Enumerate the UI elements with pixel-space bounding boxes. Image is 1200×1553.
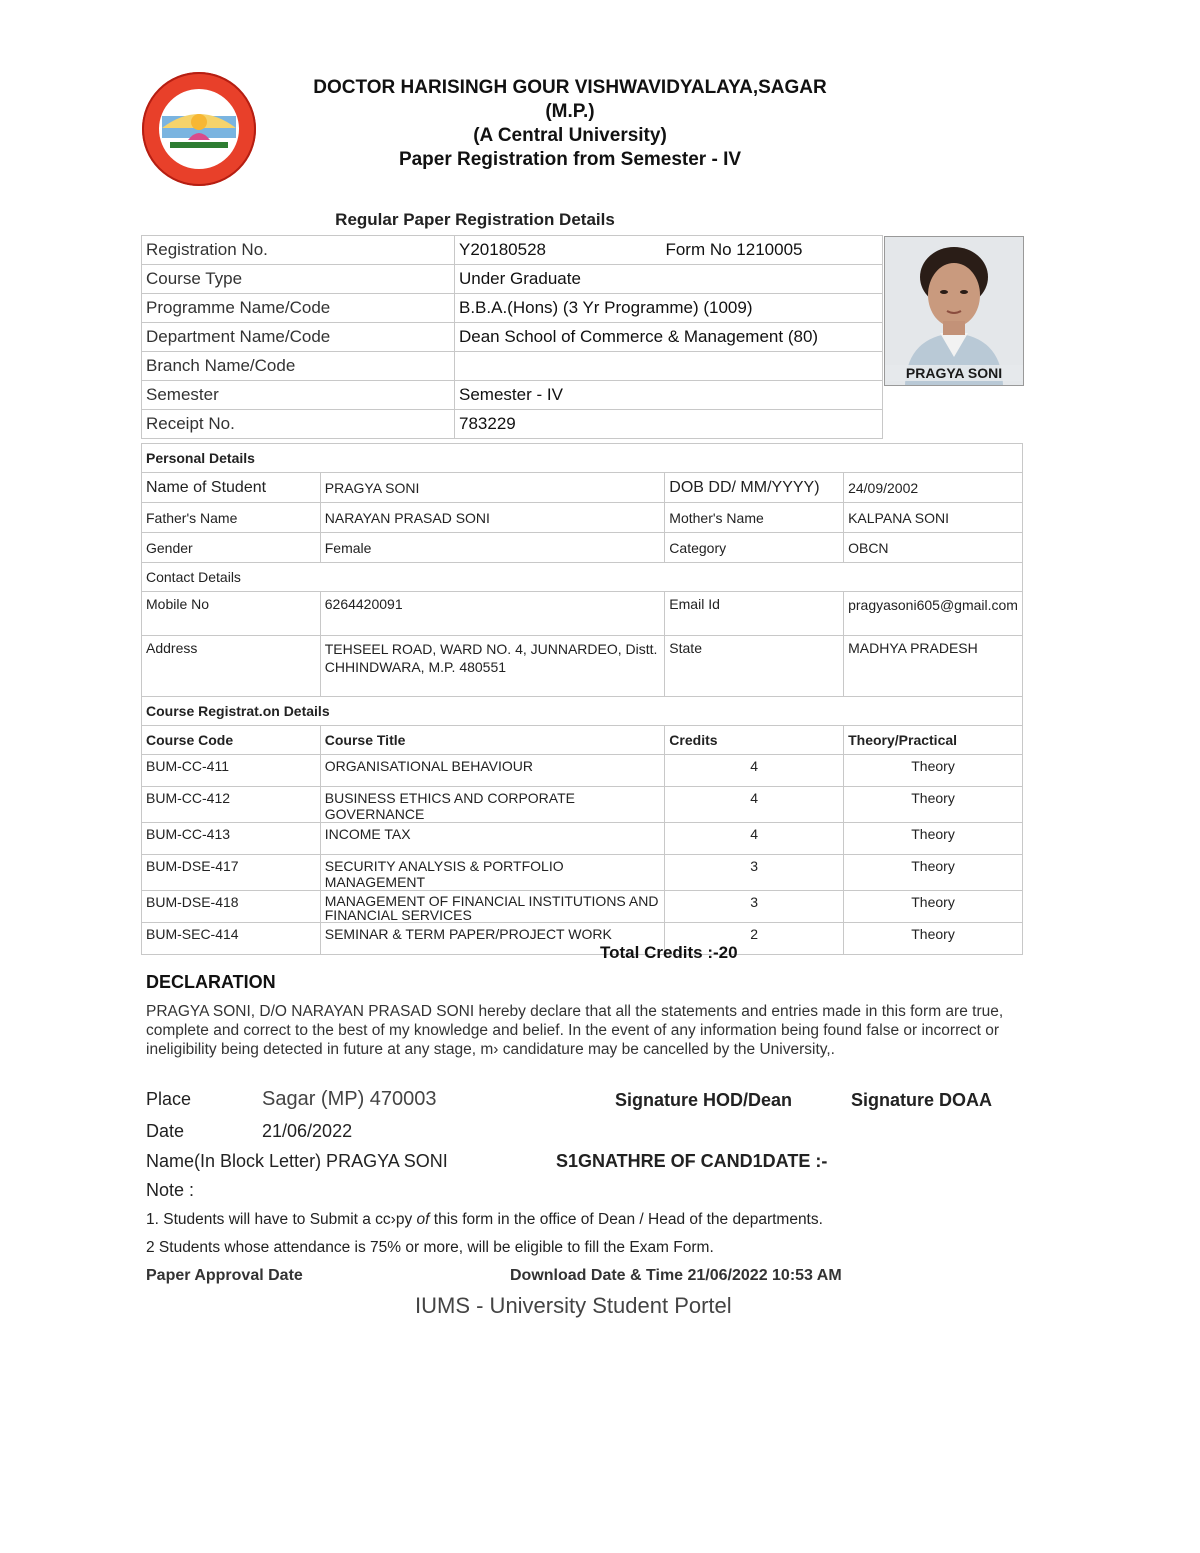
programme-label: Programme Name/Code xyxy=(142,294,455,323)
signature-doaa: Signature DOAA xyxy=(851,1090,993,1110)
course-details-heading: Course Registrat.on Details xyxy=(142,697,1023,726)
category-value: OBCN xyxy=(844,533,1023,563)
course-credits: 4 xyxy=(665,823,844,855)
course-type: Theory xyxy=(844,923,1023,955)
form-no-value: Form No 1210005 xyxy=(665,240,803,259)
course-type: Theory xyxy=(844,891,1023,923)
branch-value xyxy=(455,352,883,381)
course-code: BUM-CC-412 xyxy=(142,787,321,823)
contact-row-mobile xyxy=(142,592,1023,636)
course-credits: 4 xyxy=(665,755,844,787)
category-label: Category xyxy=(665,533,844,563)
email-label: Email Id xyxy=(665,592,844,636)
reg-row-receipt xyxy=(142,410,883,439)
note-2: 2 Students whose attendance is 75% or more, will be eligible to fill the Exam Form. xyxy=(146,1239,714,1256)
course-title: SECURITY ANALYSIS & PORTFOLIO MANAGEMENT xyxy=(320,855,665,891)
course-title: ORGANISATIONAL BEHAVIOUR xyxy=(320,755,665,787)
course-details-header xyxy=(142,697,1023,726)
dob-value: 24/09/2002 xyxy=(844,473,1023,503)
download-date-time: Download Date & Time 21/06/2022 10:53 AM xyxy=(510,1267,842,1284)
contact-details-header xyxy=(142,563,1023,592)
semester-value: Semester - IV xyxy=(455,381,883,410)
mother-name-value: KALPANA SONI xyxy=(844,503,1023,533)
total-credits: Total Credits :-20 xyxy=(600,943,738,962)
course-type-label: Course Type xyxy=(142,265,455,294)
receipt-value: 783229 xyxy=(455,410,883,439)
programme-value: B.B.A.(Hons) (3 Yr Programme) (1009) xyxy=(455,294,883,323)
reg-row-branch xyxy=(142,352,883,381)
university-tagline: (A Central University) xyxy=(473,125,667,146)
department-label: Department Name/Code xyxy=(142,323,455,352)
course-type: Theory xyxy=(844,755,1023,787)
semester-label: Semester xyxy=(142,381,455,410)
mobile-label: Mobile No xyxy=(142,592,321,636)
note-1-text-b: this form in the office of Dean / Head of the departments. xyxy=(429,1211,823,1228)
col-theory-practical: Theory/Practical xyxy=(844,726,1023,755)
student-name-value: PRAGYA SONI xyxy=(320,473,665,503)
note-1 xyxy=(146,1211,823,1229)
form-title: Paper Registration from Semester - IV xyxy=(398,149,742,170)
course-code: BUM-CC-411 xyxy=(142,755,321,787)
course-code: BUM-DSE-417 xyxy=(142,855,321,891)
course-credits: 3 xyxy=(665,891,844,923)
student-photo xyxy=(884,236,1024,386)
portal-name: IUMS - University Student Portel xyxy=(415,1293,732,1318)
name-block-letter: Name(In Block Letter) PRAGYA SONI xyxy=(146,1151,448,1171)
course-title: BUSINESS ETHICS AND CORPORATE GOVERNANCE xyxy=(320,787,665,823)
course-type-value: Under Graduate xyxy=(455,265,883,294)
reg-row-course-type xyxy=(142,265,883,294)
col-course-title: Course Title xyxy=(320,726,665,755)
student-details-table xyxy=(141,443,1023,955)
date-value: 21/06/2022 xyxy=(262,1121,353,1141)
reg-no-value: Y20180528 xyxy=(459,240,546,259)
state-label: State xyxy=(665,636,844,697)
note-1-text-a: 1. Students will have to Submit a cc›py xyxy=(146,1211,417,1228)
course-row xyxy=(142,855,1023,891)
col-credits: Credits xyxy=(665,726,844,755)
course-code: BUM-SEC-414 xyxy=(142,923,321,955)
personal-row-parents xyxy=(142,503,1023,533)
declaration-heading: DECLARATION xyxy=(146,972,276,992)
registration-table xyxy=(141,235,883,439)
reg-row-programme xyxy=(142,294,883,323)
section-subtitle: Regular Paper Registration Details xyxy=(335,210,615,229)
candidate-signature-label: S1GNATHRE OF CAND1DATE :- xyxy=(556,1151,828,1171)
course-row xyxy=(142,755,1023,787)
photo-caption: PRAGYA SONI xyxy=(885,365,1023,381)
course-row xyxy=(142,787,1023,823)
contact-details-heading: Contact Details xyxy=(142,563,1023,592)
mother-name-label: Mother's Name xyxy=(665,503,844,533)
branch-label: Branch Name/Code xyxy=(142,352,455,381)
personal-row-name xyxy=(142,473,1023,503)
course-type: Theory xyxy=(844,787,1023,823)
university-name: DOCTOR HARISINGH GOUR VISHWAVIDYALAYA,SAGAR xyxy=(313,77,827,98)
course-columns-header xyxy=(142,726,1023,755)
course-row xyxy=(142,923,1023,955)
contact-row-address xyxy=(142,636,1023,697)
address-label: Address xyxy=(142,636,321,697)
paper-approval-date: Paper Approval Date xyxy=(146,1267,303,1284)
date-label: Date xyxy=(146,1121,185,1141)
place-label: Place xyxy=(146,1089,192,1109)
gender-label: Gender xyxy=(142,533,321,563)
note-heading: Note : xyxy=(146,1180,195,1200)
course-credits: 3 xyxy=(665,855,844,891)
signature-hod: Signature HOD/Dean xyxy=(615,1090,793,1110)
note-1-text-of: of xyxy=(416,1211,430,1228)
course-title: MANAGEMENT OF FINANCIAL INSTITUTIONS AND FINANCIAL SERVICES xyxy=(320,891,665,923)
course-code: BUM-DSE-418 xyxy=(142,891,321,923)
mobile-value: 6264420091 xyxy=(320,592,665,636)
course-row xyxy=(142,823,1023,855)
father-name-label: Father's Name xyxy=(142,503,321,533)
course-credits: 4 xyxy=(665,787,844,823)
father-name-value: NARAYAN PRASAD SONI xyxy=(320,503,665,533)
university-seal-logo xyxy=(140,70,258,188)
receipt-label: Receipt No. xyxy=(142,410,455,439)
email-value: pragyasoni605@gmail.com xyxy=(844,592,1023,636)
reg-row-semester xyxy=(142,381,883,410)
state-value: MADHYA PRADESH xyxy=(844,636,1023,697)
student-name-label: Name of Student xyxy=(142,473,321,503)
course-type: Theory xyxy=(844,823,1023,855)
place-value: Sagar (MP) 470003 xyxy=(262,1088,437,1110)
course-title: INCOME TAX xyxy=(320,823,665,855)
reg-row-department xyxy=(142,323,883,352)
reg-no-label: Registration No. xyxy=(142,236,455,265)
department-value: Dean School of Commerce & Management (80) xyxy=(455,323,883,352)
declaration-text: PRAGYA SONI, D/O NARAYAN PRASAD SONI hereby declare that all the statements and entries made in this form are true, complete and correct to the best of my knowledge and belief. In the event of any information being found false or incorrect or ineligibility being detected in future at any stage, m› candidature may be cancelled by the University,. xyxy=(146,1003,1004,1058)
reg-row-registration xyxy=(142,236,883,265)
course-type: Theory xyxy=(844,855,1023,891)
col-course-code: Course Code xyxy=(142,726,321,755)
personal-details-header xyxy=(142,444,1023,473)
gender-value: Female xyxy=(320,533,665,563)
personal-row-gender xyxy=(142,533,1023,563)
course-title: SEMINAR & TERM PAPER/PROJECT WORK xyxy=(320,923,665,955)
university-state: (M.P.) xyxy=(545,101,595,122)
course-code: BUM-CC-413 xyxy=(142,823,321,855)
address-value: TEHSEEL ROAD, WARD NO. 4, JUNNARDEO, Distt. CHHINDWARA, M.P. 480551 xyxy=(320,636,665,697)
dob-label: DOB DD/ MM/YYYY) xyxy=(665,473,844,503)
course-credits: 2 xyxy=(665,923,844,955)
personal-details-heading: Personal Details xyxy=(142,444,1023,473)
reg-no-cell xyxy=(455,236,883,265)
course-row xyxy=(142,891,1023,923)
